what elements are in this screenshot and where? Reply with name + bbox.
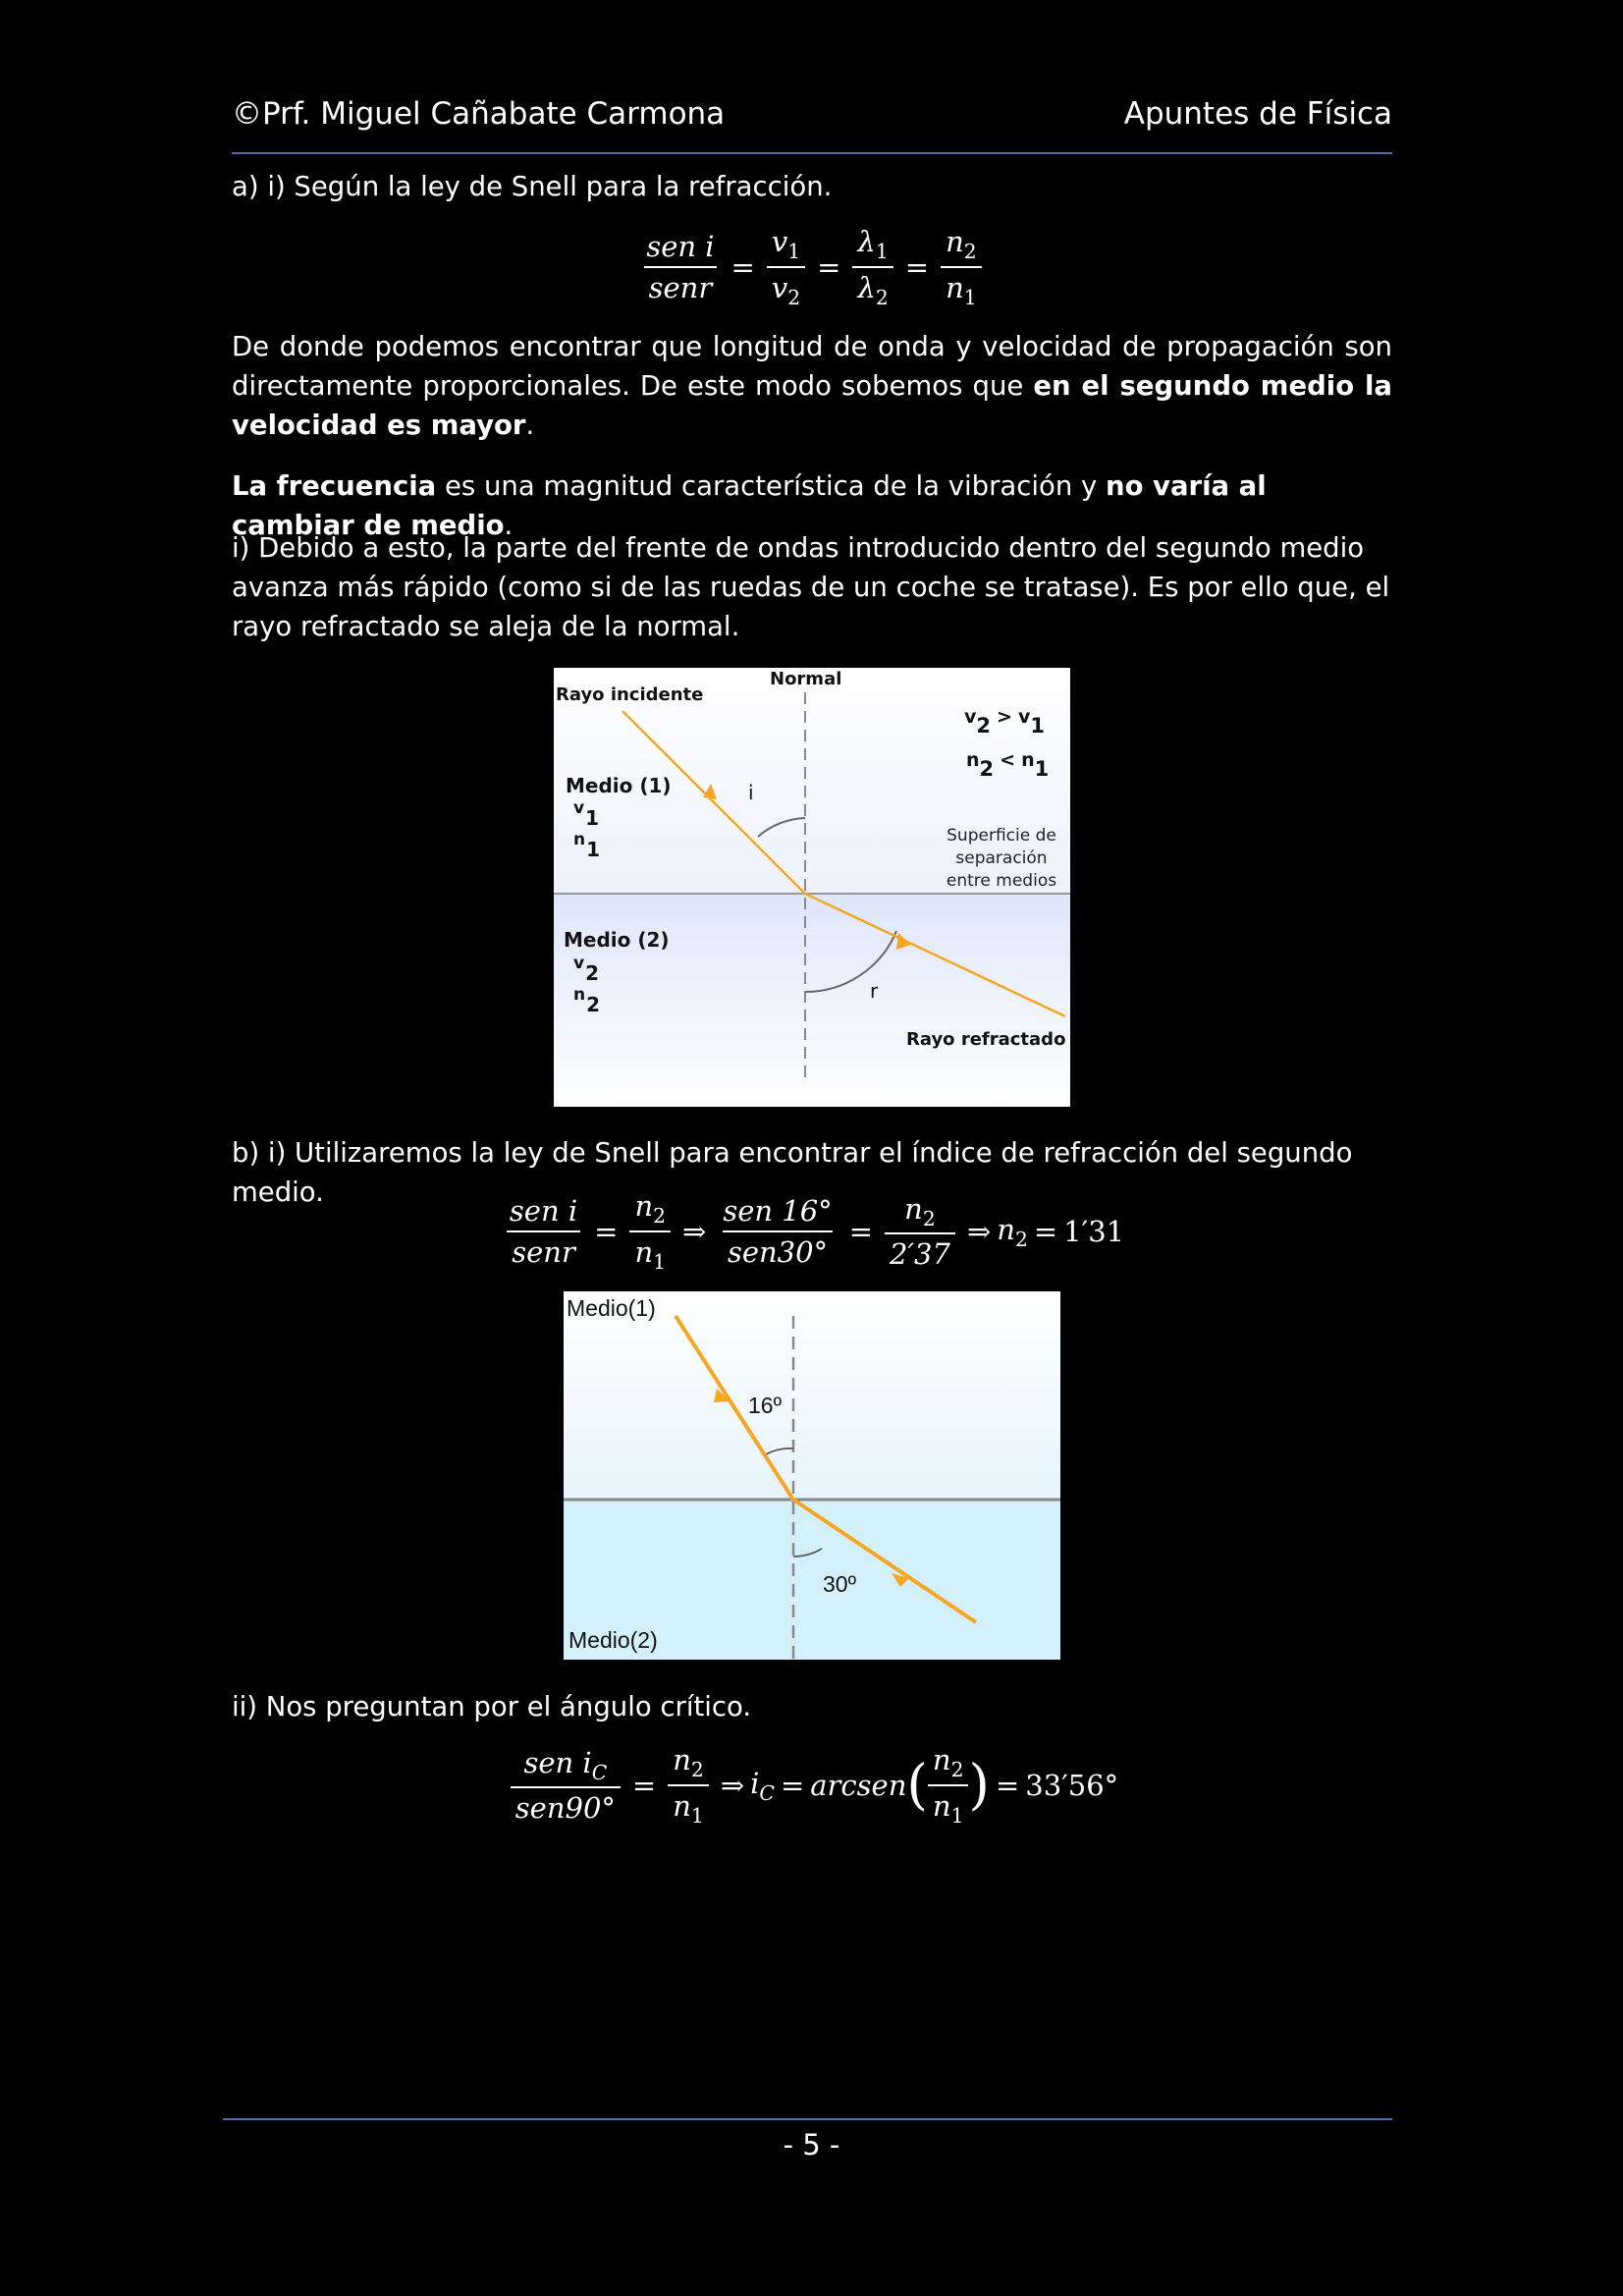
result-variable: $n_2$ xyxy=(997,1212,1028,1251)
angle-i-label: i xyxy=(748,781,754,804)
header-rule xyxy=(232,152,1392,154)
paragraph-wavefront: i) Debido a esto, la parte del frente de ondas introducido dentro del segundo medio avanza más rápido (como si de las ruedas de un coche se tratase). Es por ello que, el rayo refractado se aleja de la normal. xyxy=(232,532,1390,642)
refracted-label: Rayo refractado xyxy=(906,1029,1066,1050)
page-number: - 5 - xyxy=(783,2128,840,2161)
fraction-index: $\frac{n_2}{n_1}$ xyxy=(941,225,982,309)
fraction-sen-i-sen-r: $\frac{\text{sen i}}{\text{senr}}$ xyxy=(641,230,719,304)
medium1-label: Medio (1) xyxy=(566,774,672,797)
snell-calculation-equation: $\frac{\text{sen i}}{\text{senr}}$ = $\frac{n_2}{n_1}$ ⇒ $\frac{\text{sen 16°}}{\text{sen30°}}$ = $\frac{n_2}{2'37}$ ⇒ $n_2$ = 1′31 xyxy=(0,1192,1623,1271)
critical-angle-equation: $\frac{sen i_C}{\text{sen90°}}$ = $\frac{n_2}{n_1}$ ⇒ $i_C$ = arcsen ( $\frac{n_2}{n_1}$ ) = 33′56° xyxy=(0,1746,1623,1825)
normal-label: Normal xyxy=(770,669,842,689)
svg-text:v2: v2 xyxy=(573,954,600,985)
surface-label-1: Superficie de xyxy=(947,826,1056,846)
footer-rule xyxy=(223,2118,1392,2120)
medium1-label: Medio(1) xyxy=(567,1295,656,1321)
relation-index: n2 < n1 xyxy=(966,749,1050,781)
section-a-intro: a) i) Según la ley de Snell para la refracción. xyxy=(232,171,833,202)
header-title: Apuntes de Física xyxy=(1123,96,1392,132)
header-author: ©Prf. Miguel Cañabate Carmona xyxy=(232,96,726,132)
medium2-label: Medio (2) xyxy=(564,928,670,952)
result-value: 1′31 xyxy=(1063,1215,1125,1248)
angle-r-label: r xyxy=(870,979,879,1003)
refraction-diagram-numeric xyxy=(564,1291,1060,1660)
critical-angle-result: 33′56° xyxy=(1025,1769,1119,1802)
refraction-diagram-general xyxy=(554,668,1070,1107)
medium2-label: Medio(2) xyxy=(568,1627,658,1653)
section-b-ii-intro: ii) Nos preguntan por el ángulo crítico. xyxy=(232,1691,752,1722)
paragraph-proportionality: De donde podemos encontrar que longitud de onda y velocidad de propagación son directamente proporcionales. De este modo sobemos que en el segundo medio la velocidad es mayor. xyxy=(232,331,1392,441)
surface-label-3: entre medios xyxy=(946,871,1057,891)
angle-30-label: 30º xyxy=(823,1571,856,1597)
relation-velocity: v2 > v1 xyxy=(964,706,1045,738)
svg-text:v1: v1 xyxy=(573,798,600,830)
section-b-intro: b) i) Utilizaremos la ley de Snell para encontrar el índice de refracción del segundo medio. xyxy=(232,1137,1353,1208)
svg-text:n1: n1 xyxy=(573,830,601,861)
snell-equation: $\frac{\text{sen i}}{\text{senr}}$ = $\frac{v_1}{v_2}$ = $\frac{\lambda_1}{\lambda_2}$ = $\frac{n_2}{n_1}$ xyxy=(0,228,1623,306)
angle-16-label: 16º xyxy=(748,1393,782,1418)
fraction-wavelength: $\frac{\lambda_1}{\lambda_2}$ xyxy=(852,225,893,309)
svg-text:n2: n2 xyxy=(573,985,601,1016)
surface-label-2: separación xyxy=(955,848,1048,868)
page-header xyxy=(232,96,1392,139)
fraction-velocity: $\frac{v_1}{v_2}$ xyxy=(767,225,805,309)
paragraph-frequency: La frecuencia es una magnitud característica de la vibración y no varía al cambiar de medio. xyxy=(232,470,1267,541)
incident-label: Rayo incidente xyxy=(556,684,704,705)
